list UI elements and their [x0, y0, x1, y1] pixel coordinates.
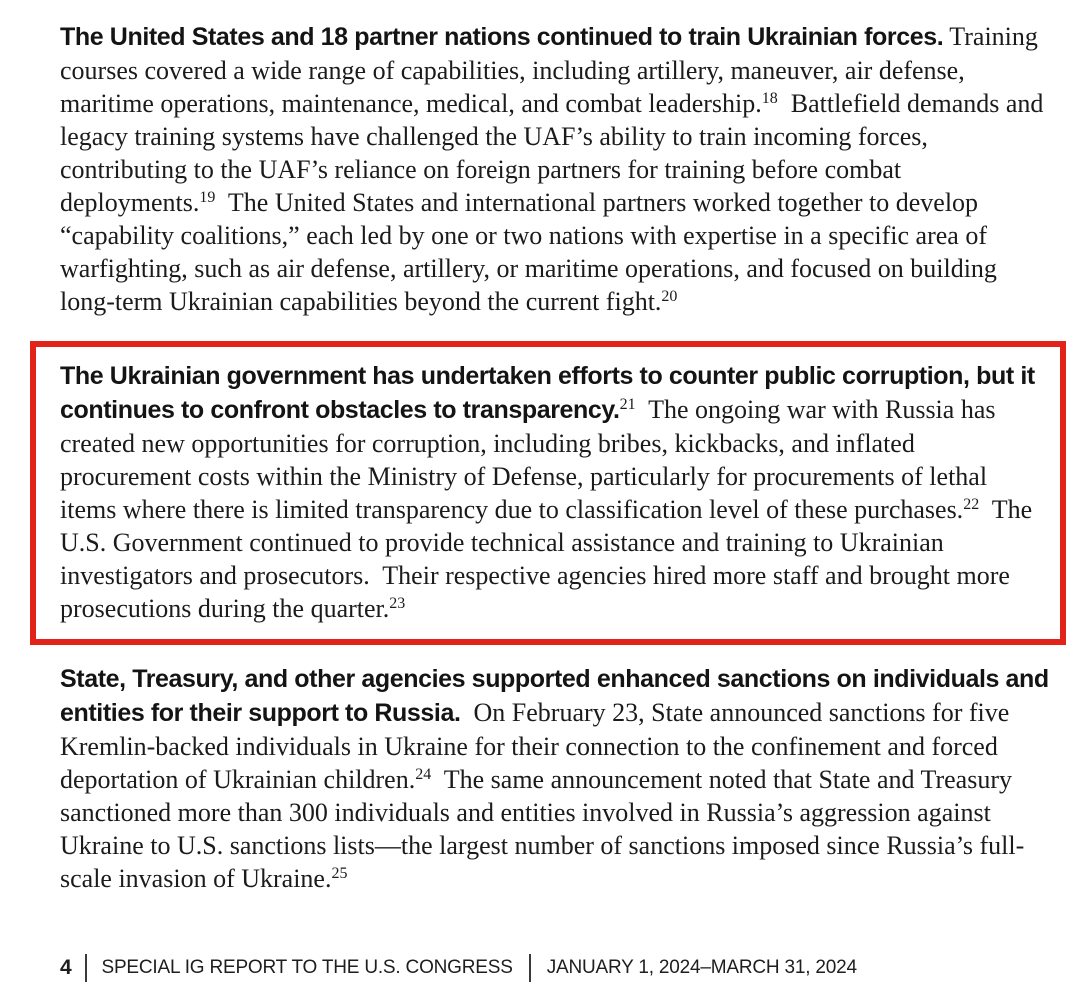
paragraph-training-partners	[60, 20, 1050, 318]
footer-date-range: JANUARY 1, 2024–MARCH 31, 2024	[546, 957, 857, 978]
paragraph-corruption	[60, 359, 1042, 625]
paragraph-body-text: Training courses covered a wide range of capabilities, including artillery, maneuver, air defense, maritime operations, maintenance, medical, and combat leadership.	[60, 22, 1045, 118]
footnote-reference: 20	[661, 288, 678, 305]
footer-separator	[85, 954, 87, 982]
footnote-reference: 24	[415, 766, 432, 783]
paragraph-lead-text: The Ukrainian government has undertaken efforts to counter public corruption, but it continues to confront obstacles to transparency.	[60, 362, 1042, 424]
page-number: 4	[60, 956, 72, 979]
paragraph-body-text: The ongoing war with Russia has created new opportunities for corruption, including bribes, kickbacks, and inflated procurement costs within the Ministry of Defense, particularly for procurements of lethal items where there is limited transparency due to classification level of these purchases.	[60, 395, 1002, 524]
paragraph-sanctions	[60, 662, 1056, 895]
footnote-reference: 22	[963, 496, 980, 513]
paragraph-body-text: The United States and international partners worked together to develop “capability coalitions,” each led by one or two nations with expertise in a specific area of warfighting, such as air defense, artillery, or maritime operations, and focused on building long-term Ukrainian capabilities beyond the current fight.	[60, 188, 1004, 316]
footnote-reference: 19	[199, 189, 216, 206]
paragraph-body-text: Battlefield demands and legacy training systems have challenged the UAF’s ability to train incoming forces, contributing to the UAF’s reliance on foreign partners for training before combat deployments.	[60, 89, 1050, 217]
footer-separator	[529, 954, 531, 982]
footnote-reference: 18	[761, 90, 778, 107]
paragraph-lead-text: The United States and 18 partner nations continued to train Ukrainian forces.	[60, 23, 944, 51]
paragraph-lead-text: State, Treasury, and other agencies supported enhanced sanctions on individuals and entities for their support to Russia.	[60, 665, 1056, 727]
paragraph-body-text: The U.S. Government continued to provide technical assistance and training to Ukrainian investigators and prosecutors. Their respective agencies hired more staff and brought more prosecutions during the quarter.	[60, 495, 1039, 623]
paragraph-body-text: The same announcement noted that State and Treasury sanctioned more than 300 individuals and entities involved in Russia’s aggression against Ukraine to U.S. sanctions lists—the largest number of sanctions imposed since Russia’s full-scale invasion of Ukraine.	[60, 765, 1025, 893]
footnote-reference: 23	[389, 595, 406, 612]
footer-report-title: SPECIAL IG REPORT TO THE U.S. CONGRESS	[101, 957, 513, 978]
paragraph-body-text: On February 23, State announced sanctions for five Kremlin-backed individuals in Ukraine for their connection to the confinement and forced deportation of Ukrainian children.	[60, 698, 1016, 794]
footnote-reference: 21	[619, 396, 636, 413]
red-highlight-box	[30, 341, 1066, 645]
footnote-reference: 25	[331, 865, 348, 882]
page-footer	[60, 954, 1050, 986]
